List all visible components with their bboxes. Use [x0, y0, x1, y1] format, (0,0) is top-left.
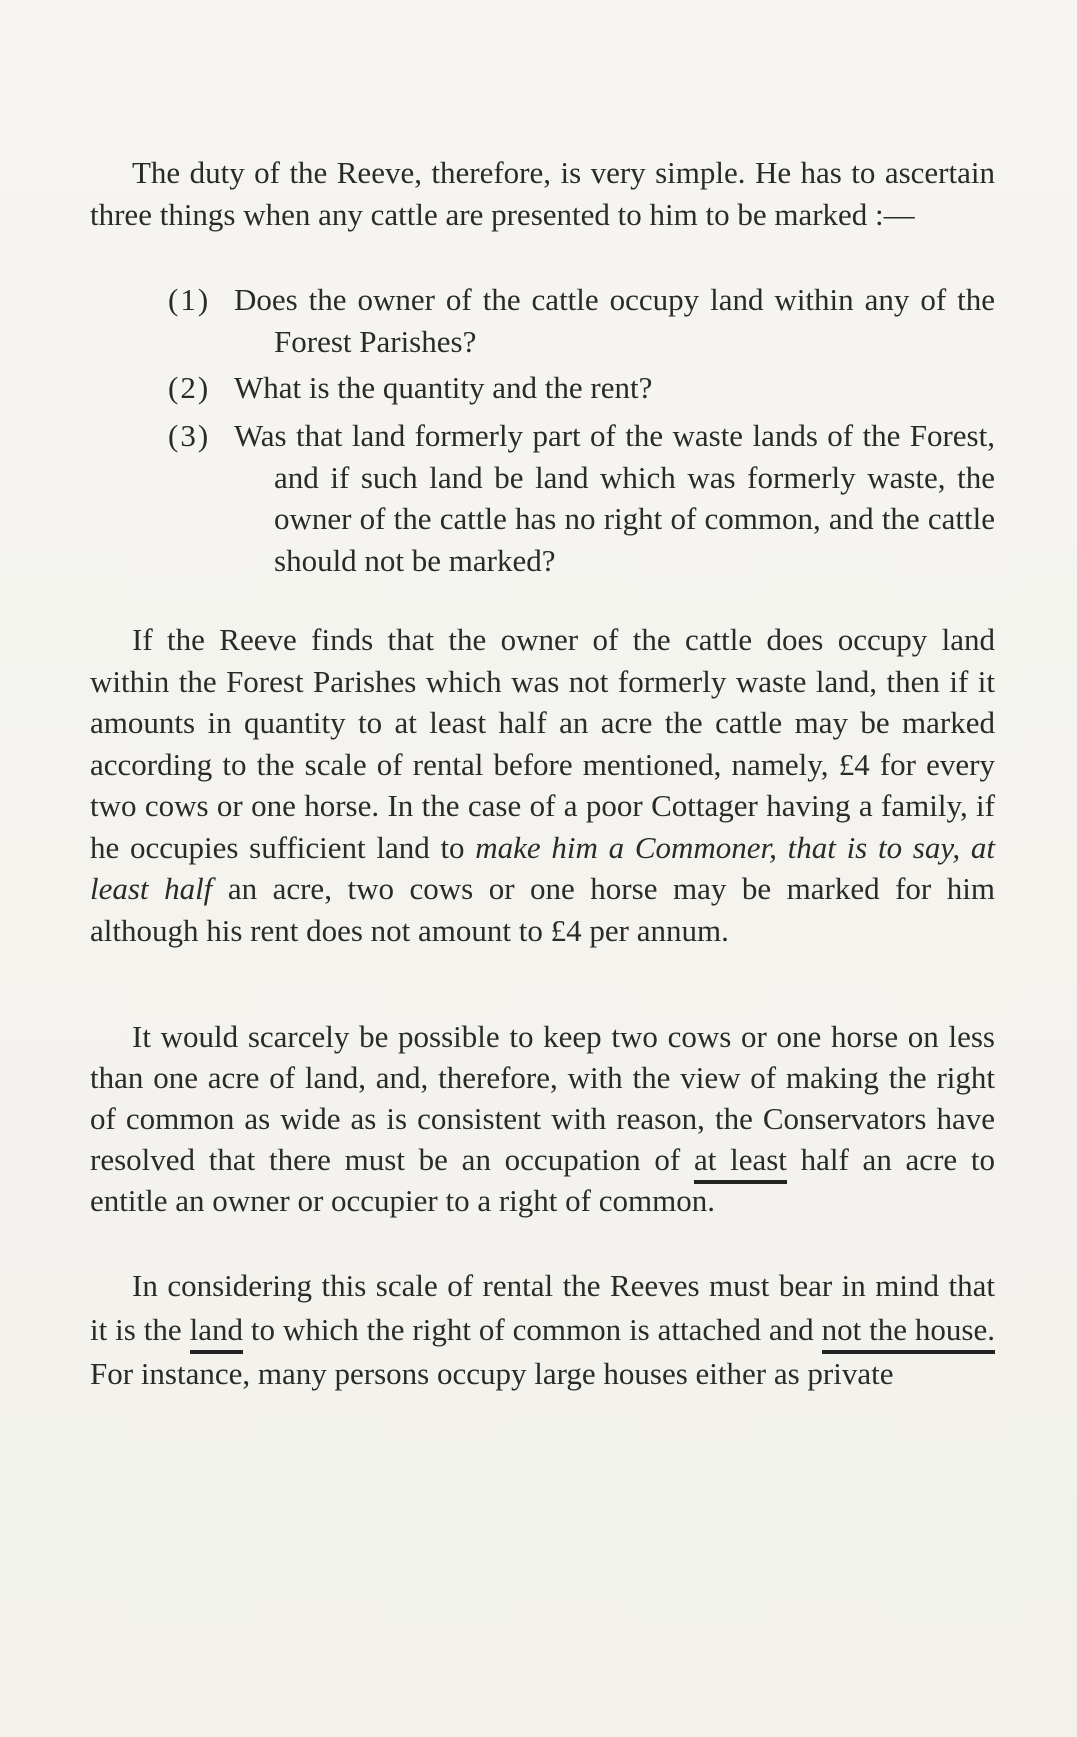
paragraph-3-end: half an acre to entitle an owner or occupier to a right of common. — [90, 1142, 995, 1218]
paragraph-4-text — [90, 1264, 995, 1396]
question-number: (1) — [168, 282, 211, 317]
paragraph-4-end: For instance, many persons occupy large houses either as private — [90, 1356, 894, 1391]
paragraph-3-start: It would scarcely be possible to keep two cows or one horse on less than one acre of land, and, therefore, with the view of making the right of common as wide as is consistent with reason, the Conservators have resolved that there must be an occupation of — [90, 1019, 995, 1177]
paragraph-2-start: If the Reeve finds that the owner of the cattle does occupy land within the Forest Parishes which was not formerly waste land, then if it amounts in quantity to at least half an acre the cattle may be marked according to the scale of rental before mentioned, namely, £4 for every two cows or one horse. In the case of a poor Cottager having a family, if he occupies sufficient land to — [90, 622, 995, 865]
paragraph-3 — [90, 1016, 995, 1221]
question-text: What is the quantity and the rent? — [234, 370, 653, 405]
paragraph-4-start: In considering this scale of rental the Reeves must bear in mind that it is the — [90, 1268, 995, 1347]
underlined-land: land — [190, 1312, 243, 1354]
paragraph-3-text — [90, 1016, 995, 1221]
intro-text: The duty of the Reeve, therefore, is very simple. He has to ascertain three things when any cattle are presented to him to be marked :— — [90, 155, 995, 232]
paragraph-4 — [90, 1264, 995, 1396]
question-3 — [168, 415, 995, 581]
question-number: (3) — [168, 418, 211, 453]
question-text: Does the owner of the cattle occupy land within any of the Forest Parishes? — [234, 282, 995, 359]
question-1 — [168, 279, 995, 362]
underlined-not-the-house: not the house. — [822, 1312, 995, 1354]
question-number: (2) — [168, 370, 211, 405]
underlined-at-least: at least — [694, 1142, 787, 1184]
question-text: Was that land formerly part of the waste lands of the Forest, and if such land be land which was formerly waste, the owner of the cattle has no right of common, and the cattle should not be marked? — [234, 418, 995, 578]
question-2 — [168, 367, 995, 409]
paragraph-2-italic: make him a Commoner, that is to say, at least half — [90, 829, 995, 906]
paragraph-2 — [90, 619, 995, 951]
paragraph-2-text — [90, 619, 995, 951]
intro-paragraph — [90, 152, 995, 235]
paragraph-4-middle: to which the right of common is attached and — [242, 1312, 822, 1347]
paragraph-2-end: an acre, two cows or one horse may be marked for him although his rent does not amount to £4 per annum. — [90, 871, 995, 948]
